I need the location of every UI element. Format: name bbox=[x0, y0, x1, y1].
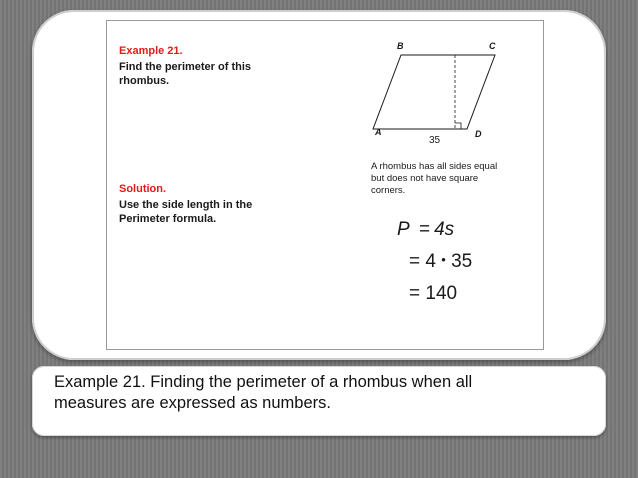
caption-line-1: Example 21. Finding the perimeter of a rhombus when all bbox=[54, 373, 473, 391]
solution-line-2: Perimeter formula. bbox=[119, 213, 217, 225]
formula-four-s: 4s bbox=[434, 219, 455, 240]
rhombus-shape bbox=[373, 55, 495, 129]
formula-equals-2: = bbox=[409, 251, 421, 272]
formula-result: 140 bbox=[425, 283, 458, 304]
example-heading: Example 21. bbox=[119, 45, 183, 57]
vertex-c-label: C bbox=[489, 41, 496, 51]
formula-equals-1: = bbox=[418, 219, 431, 240]
note-text bbox=[371, 161, 497, 197]
problem-line-1: Find the perimeter of this bbox=[119, 61, 252, 73]
vertex-d-label: D bbox=[475, 129, 482, 139]
problem-line-2: rhombus. bbox=[119, 75, 170, 87]
formula-line-2 bbox=[409, 251, 472, 273]
caption-line-2: measures are expressed as numbers. bbox=[54, 394, 331, 412]
formula-perimeter-var: P bbox=[397, 219, 410, 240]
vertex-b-label: B bbox=[397, 41, 404, 51]
formula-factor-4: 4 bbox=[425, 251, 436, 272]
formula-equals-3: = bbox=[409, 283, 421, 304]
formula-line-1 bbox=[397, 219, 454, 241]
rhombus-diagram bbox=[357, 35, 517, 155]
solution-line-1: Use the side length in the bbox=[119, 199, 253, 211]
caption-box bbox=[32, 366, 606, 436]
formula-line-3 bbox=[409, 283, 457, 305]
side-length-label: 35 bbox=[429, 135, 441, 146]
formula-factor-35: 35 bbox=[451, 251, 473, 272]
note-line-3: corners. bbox=[371, 185, 406, 196]
slide-content-frame bbox=[106, 20, 544, 350]
solution-heading: Solution. bbox=[119, 183, 167, 195]
vertex-a-label: A bbox=[375, 127, 382, 137]
right-angle-marker bbox=[455, 123, 461, 129]
note-line-2: but does not have square bbox=[371, 173, 479, 184]
formula-multiply-dot: • bbox=[441, 252, 446, 267]
note-line-1: A rhombus has all sides equal bbox=[371, 161, 498, 172]
